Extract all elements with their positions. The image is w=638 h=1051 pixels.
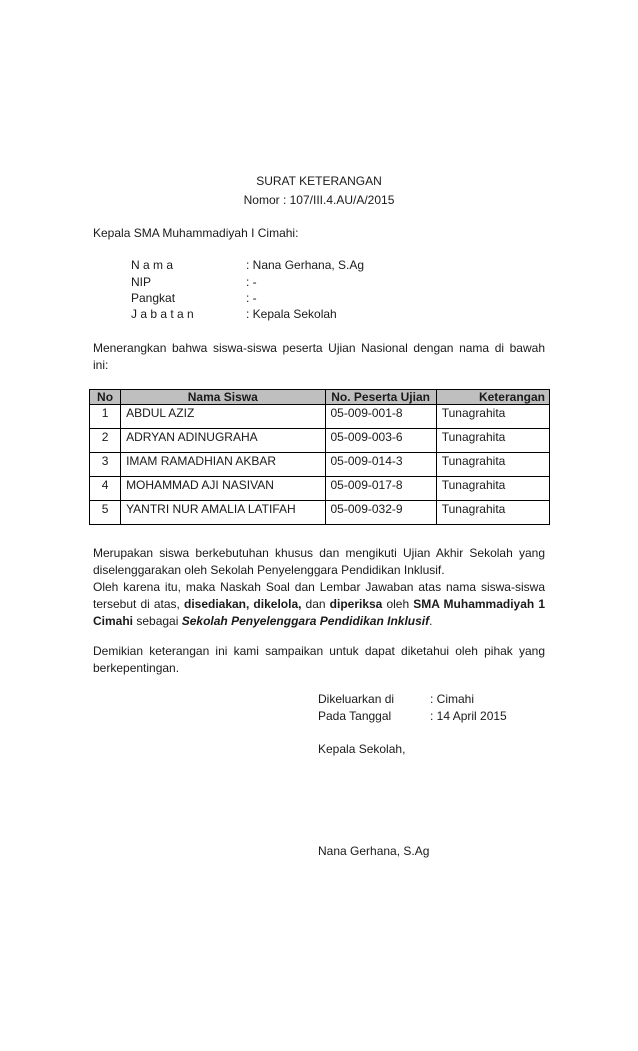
- table-row: [90, 501, 550, 525]
- paragraph-line: diselenggarakan oleh Sekolah Penyelenggara Pendidikan Inklusif.: [93, 563, 445, 577]
- school-name-bold: SMA Muhammadiyah 1: [413, 597, 545, 611]
- intro-line: Menerangkan bahwa siswa-siswa peserta Ujian Nasional dengan nama di bawah: [93, 341, 545, 355]
- cell-no: 2: [90, 429, 121, 453]
- cell-note: Tunagrahita: [436, 453, 549, 477]
- cell-name: YANTRI NUR AMALIA LATIFAH: [121, 501, 325, 525]
- letter-title: SURAT KETERANGAN: [256, 174, 382, 188]
- opening-line: Kepala SMA Muhammadiyah I Cimahi:: [93, 226, 299, 240]
- official-value: : -: [246, 291, 257, 305]
- official-label: NIP: [131, 275, 152, 289]
- official-label: J a b a t a n: [131, 307, 194, 321]
- issued-place-row: [318, 692, 474, 706]
- bold-run: diperiksa: [329, 597, 383, 611]
- issued-value: : Cimahi: [430, 692, 475, 706]
- cell-exam-number: 05-009-001-8: [325, 405, 436, 429]
- school-city-bold: Cimahi: [93, 614, 134, 628]
- paragraph-line-mixed: [93, 596, 545, 613]
- date-label: Pada Tanggal: [318, 709, 392, 723]
- student-table: [89, 389, 550, 525]
- cell-note: Tunagrahita: [436, 405, 549, 429]
- cell-name: MOHAMMAD AJI NASIVAN: [121, 477, 325, 501]
- intro-line: ini:: [93, 358, 109, 372]
- letter-number: Nomor : 107/III.4.AU/A/2015: [243, 193, 395, 207]
- cell-no: 4: [90, 477, 121, 501]
- bold-run: disediakan, dikelola,: [183, 597, 302, 611]
- text-run: dan: [301, 597, 330, 611]
- text-run: .: [429, 614, 433, 628]
- table-row: [90, 429, 550, 453]
- official-label: N a m a: [131, 258, 174, 272]
- cell-exam-number: 05-009-032-9: [325, 501, 436, 525]
- text-run: oleh: [382, 597, 414, 611]
- cell-note: Tunagrahita: [436, 477, 549, 501]
- intro-paragraph: [93, 340, 545, 374]
- official-row: [131, 291, 257, 305]
- cell-exam-number: 05-009-014-3: [325, 453, 436, 477]
- cell-no: 5: [90, 501, 121, 525]
- header-no: No: [90, 390, 121, 405]
- signer-role: Kepala Sekolah,: [318, 742, 406, 756]
- closing-paragraph: [93, 643, 545, 677]
- cell-name: IMAM RAMADHIAN AKBAR: [121, 453, 325, 477]
- issued-label: Dikeluarkan di: [318, 692, 395, 706]
- paragraph-line: Demikian keterangan ini kami sampaikan untuk dapat diketahui oleh pihak yang: [93, 644, 545, 658]
- date-value: : 14 April 2015: [430, 709, 507, 723]
- table-row: [90, 453, 550, 477]
- paragraph-line: Oleh karena itu, maka Naskah Soal dan Lembar Jawaban atas nama siswa-siswa: [93, 580, 545, 594]
- table-header-row: [90, 390, 550, 405]
- cell-exam-number: 05-009-017-8: [325, 477, 436, 501]
- official-value: : -: [246, 275, 257, 289]
- header-name: Nama Siswa: [121, 390, 325, 405]
- paragraph-line: berkepentingan.: [93, 661, 180, 675]
- signer-name: Nana Gerhana, S.Ag: [318, 844, 430, 858]
- cell-note: Tunagrahita: [436, 501, 549, 525]
- table-row: [90, 477, 550, 501]
- header-exam-number: No. Peserta Ujian: [325, 390, 436, 405]
- paragraph-line-mixed: [93, 613, 545, 630]
- cell-name: ABDUL AZIZ: [121, 405, 325, 429]
- cell-name: ADRYAN ADINUGRAHA: [121, 429, 325, 453]
- text-run: sebagai: [133, 614, 182, 628]
- cell-note: Tunagrahita: [436, 429, 549, 453]
- cell-no: 3: [90, 453, 121, 477]
- paragraph-line: Merupakan siswa berkebutuhan khusus dan mengikuti Ujian Akhir Sekolah yang: [93, 546, 545, 560]
- table-row: [90, 405, 550, 429]
- text-run: tersebut di atas,: [93, 597, 184, 611]
- header-note: Keterangan: [436, 390, 549, 405]
- official-row: [131, 307, 337, 321]
- official-value: : Nana Gerhana, S.Ag: [246, 258, 365, 272]
- cell-no: 1: [90, 405, 121, 429]
- official-label: Pangkat: [131, 291, 176, 305]
- paragraph-special-needs: [93, 545, 545, 630]
- cell-exam-number: 05-009-003-6: [325, 429, 436, 453]
- official-row: [131, 258, 364, 272]
- inclusive-school-emphasis: Sekolah Penyelenggara Pendidikan Inklusif: [181, 614, 430, 628]
- issued-date-row: [318, 709, 507, 723]
- official-value: : Kepala Sekolah: [246, 307, 337, 321]
- official-row: [131, 275, 257, 289]
